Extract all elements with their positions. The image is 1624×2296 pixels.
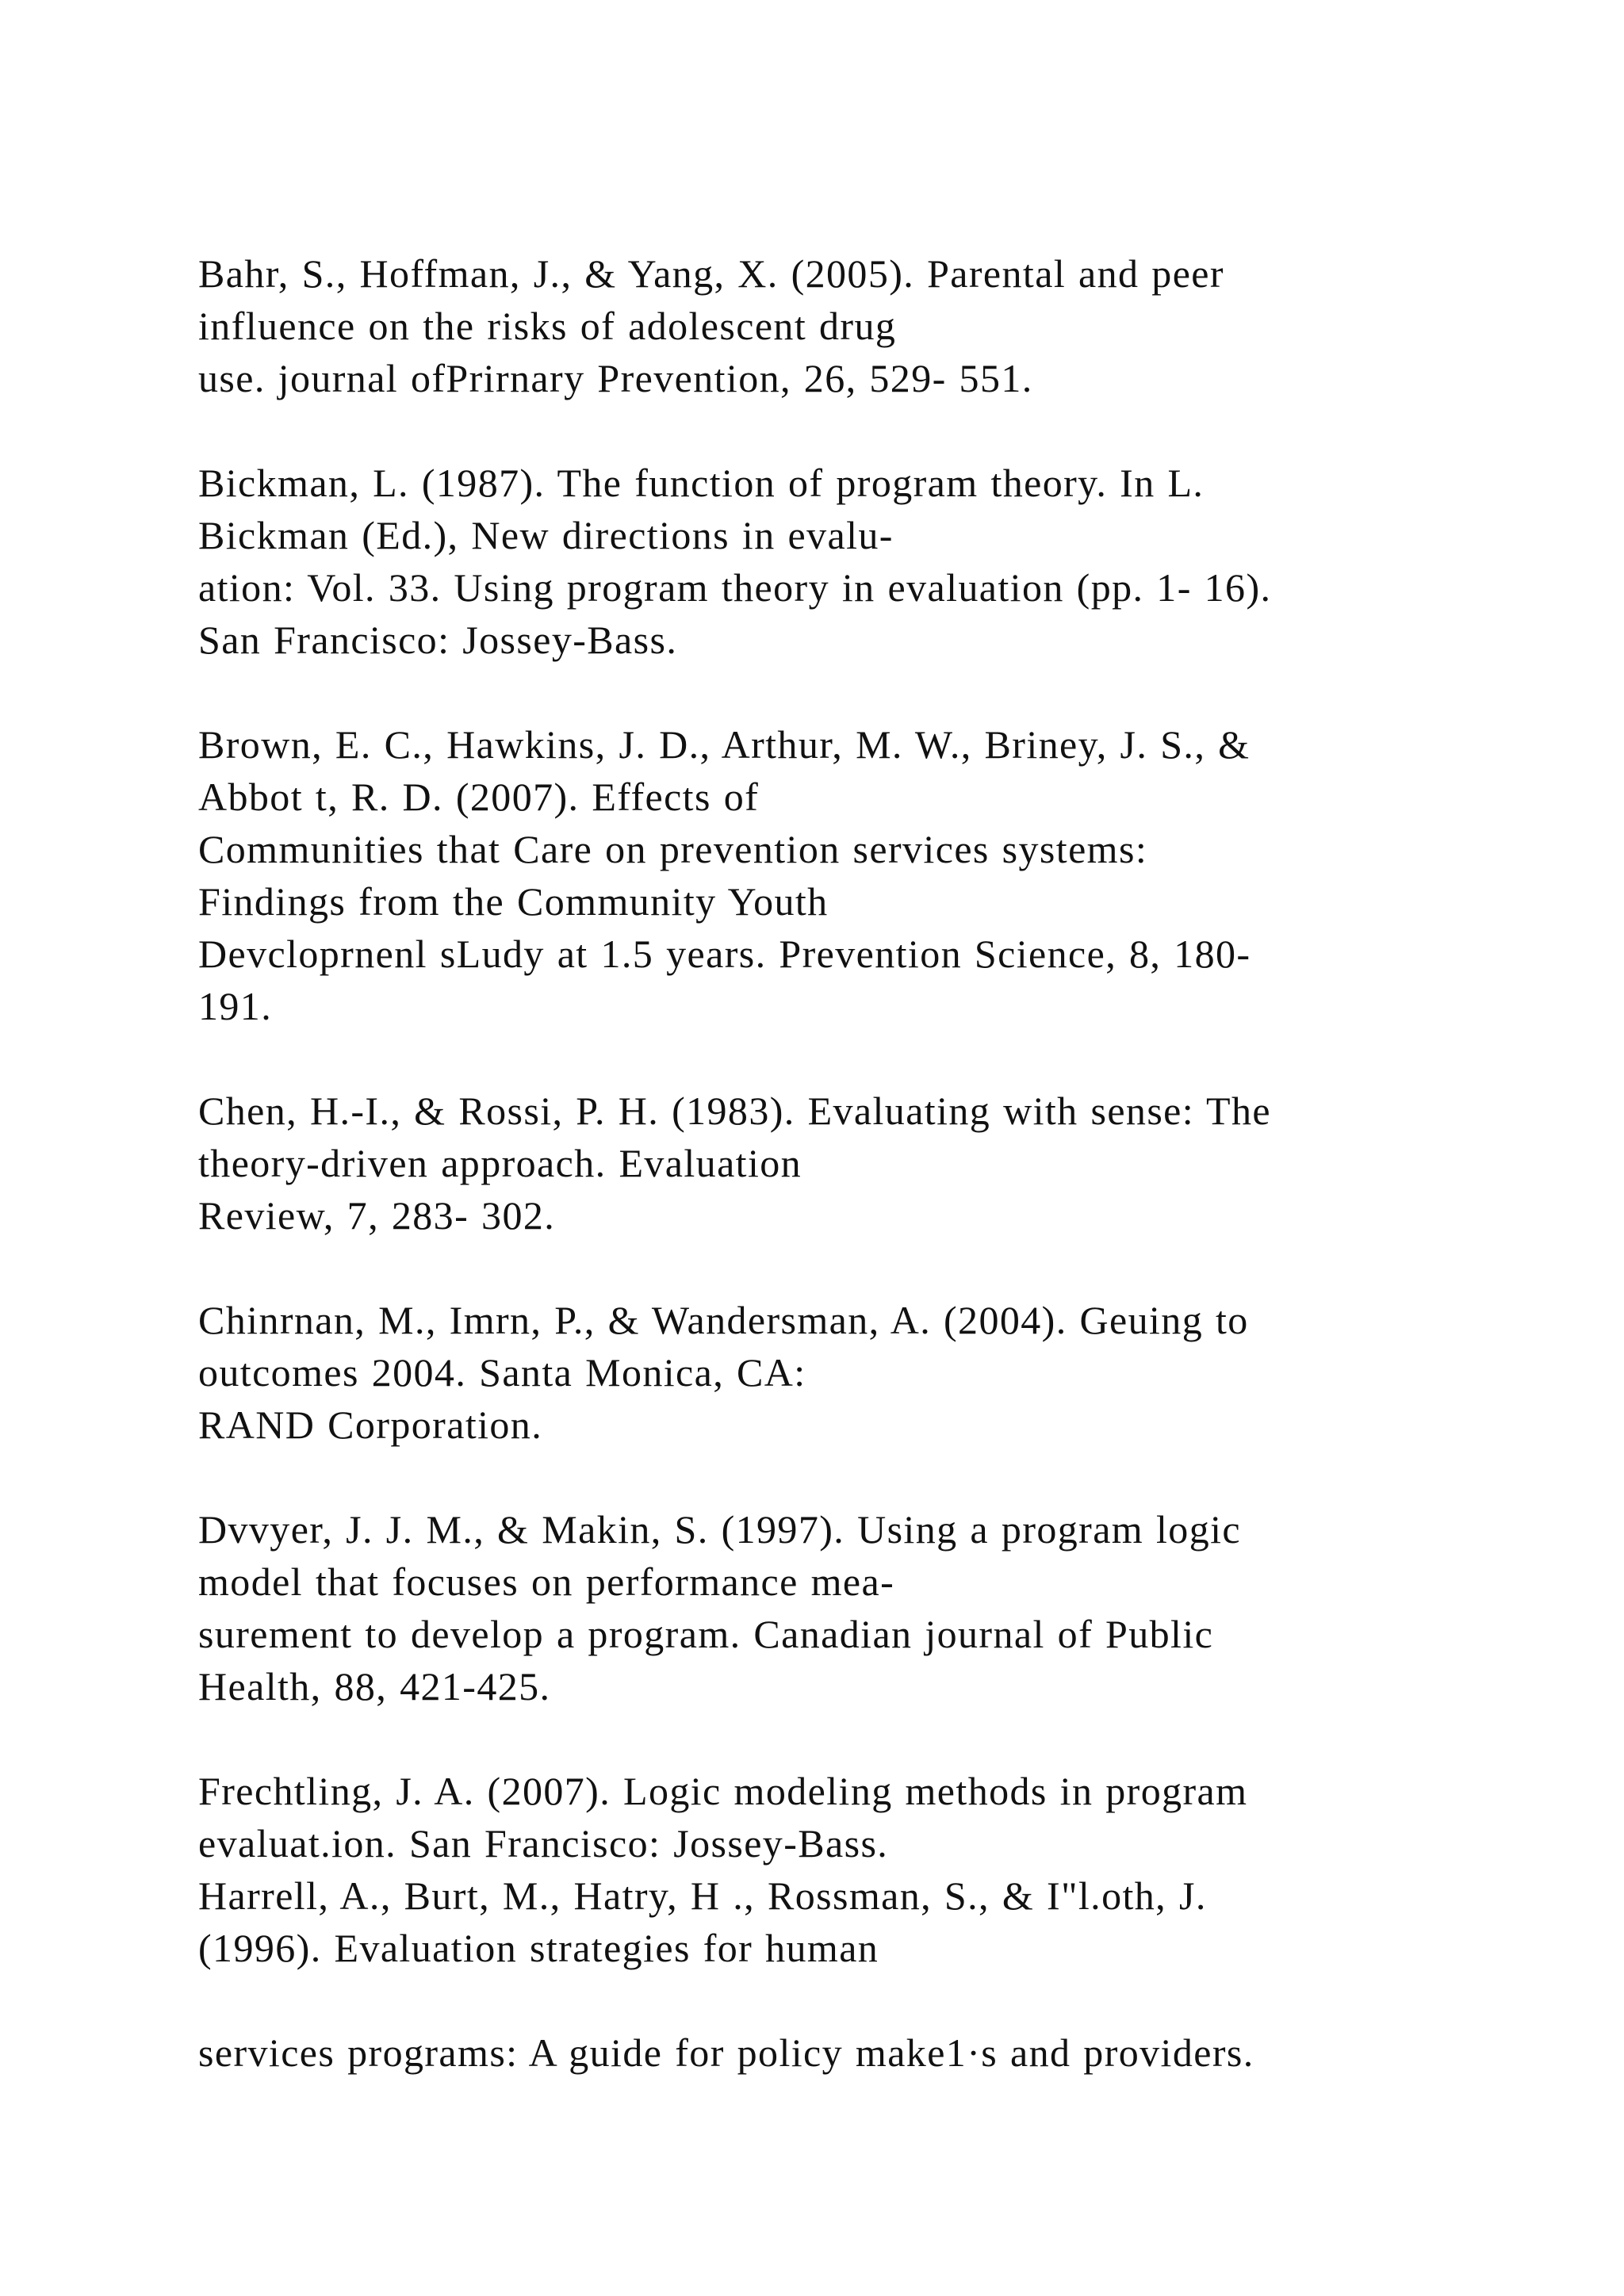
reference-line: 191. [198, 984, 273, 1028]
reference-line: use. journal ofPrirnary Prevention, 26, 529- 551. [198, 356, 1033, 400]
reference-line: RAND Corporation. [198, 1402, 543, 1447]
reference-list [198, 247, 1546, 2079]
reference-line: Communities that Care on prevention services systems: [198, 827, 1148, 871]
reference-line: services programs: A guide for policy make1·s and providers. [198, 2030, 1254, 2075]
reference-line: Bickman, L. (1987). The function of program theory. In L. [198, 461, 1205, 505]
reference-line: Brown, E. C., Hawkins, J. D., Arthur, M. W., Briney, J. S., & [198, 722, 1251, 767]
reference-line: Dvvyer, J. J. M., & Makin, S. (1997). Using a program logic [198, 1507, 1241, 1552]
reference-entry-brown [198, 718, 1546, 1032]
reference-entry-frechtling-harrell [198, 1765, 1546, 1974]
reference-line: San Francisco: Jossey-Bass. [198, 618, 678, 662]
reference-entry-bahr [198, 247, 1546, 404]
reference-line: Chinrnan, M., Imrn, P., & Wandersman, A. (2004). Geuing to [198, 1298, 1249, 1342]
reference-line: influence on the risks of adolescent drug [198, 304, 897, 348]
reference-entry-chen [198, 1085, 1546, 1242]
reference-entry-chinman [198, 1294, 1546, 1451]
reference-entry-dwyer [198, 1503, 1546, 1712]
reference-entry-bickman [198, 457, 1546, 666]
reference-line: (1996). Evaluation strategies for human [198, 1926, 879, 1970]
reference-line: Abbot t, R. D. (2007). Effects of [198, 775, 760, 819]
reference-line: Harrell, A., Burt, M., Hatry, H ., Rossman, S., & I"l.oth, J. [198, 1873, 1207, 1918]
reference-line: Frechtling, J. A. (2007). Logic modeling methods in program [198, 1769, 1248, 1813]
reference-line: Findings from the Community Youth [198, 879, 829, 924]
reference-line: Devcloprnenl sLudy at 1.5 years. Prevention Science, 8, 180- [198, 932, 1251, 976]
reference-line: Bickman (Ed.), New directions in evalu- [198, 513, 894, 557]
reference-line: theory-driven approach. Evaluation [198, 1141, 802, 1185]
reference-line: Health, 88, 421-425. [198, 1664, 551, 1709]
reference-line: model that focuses on performance mea- [198, 1559, 895, 1604]
reference-line: outcomes 2004. Santa Monica, CA: [198, 1350, 806, 1395]
reference-line: surement to develop a program. Canadian journal of Public [198, 1612, 1214, 1656]
reference-line: Bahr, S., Hoffman, J., & Yang, X. (2005). Parental and peer [198, 251, 1224, 296]
reference-line: evaluat.ion. San Francisco: Jossey-Bass. [198, 1821, 889, 1866]
reference-entry-harrell-continued [198, 2026, 1546, 2079]
reference-line: Chen, H.-I., & Rossi, P. H. (1983). Evaluating with sense: The [198, 1089, 1271, 1133]
reference-line: ation: Vol. 33. Using program theory in evaluation (pp. 1- 16). [198, 565, 1272, 610]
reference-line: Review, 7, 283- 302. [198, 1193, 556, 1238]
